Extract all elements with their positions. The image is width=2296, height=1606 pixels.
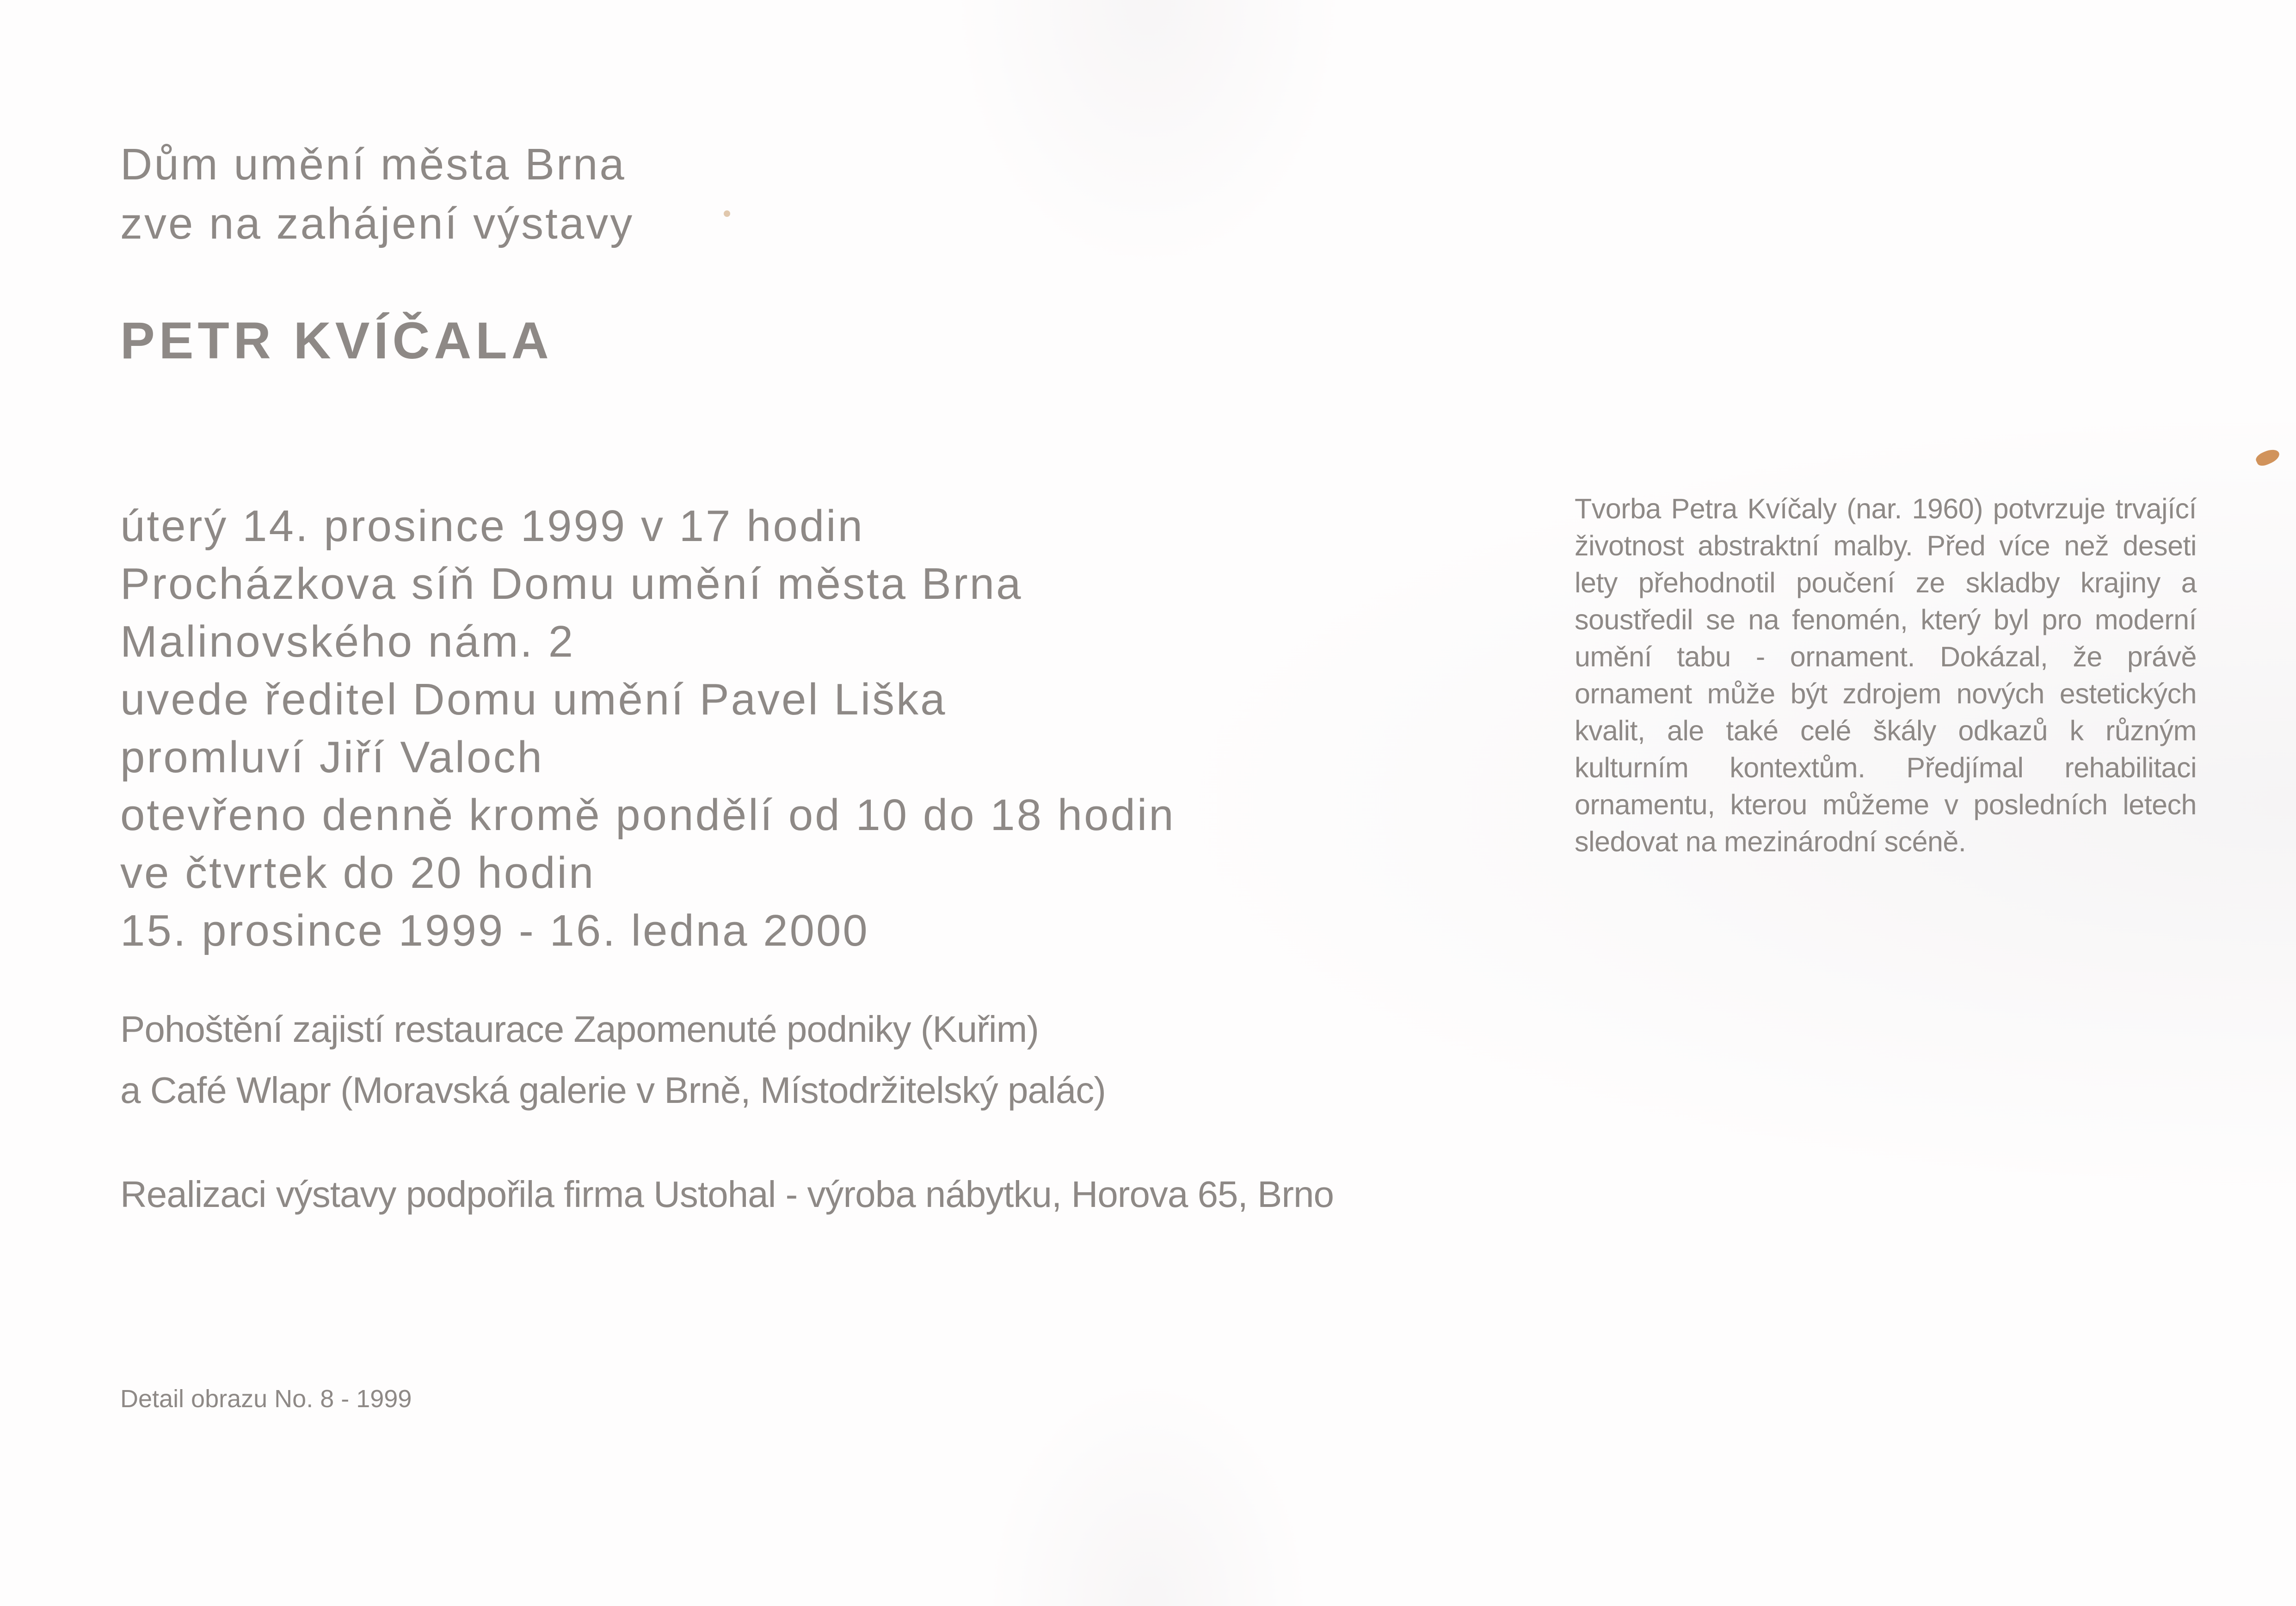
exhibition-dates: 15. prosince 1999 - 16. ledna 2000 <box>120 906 869 955</box>
event-details <box>120 497 1176 960</box>
intro-heading <box>120 135 634 253</box>
image-caption: Detail obrazu No. 8 - 1999 <box>120 1385 412 1413</box>
thursday-hours: ve čtvrtek do 20 hodin <box>120 848 596 898</box>
event-venue: Procházkova síň Domu umění města Brna <box>120 559 1023 609</box>
intro-line: zve na zahájení výstavy <box>120 199 634 248</box>
sponsor-note: Realizaci výstavy podpořila firma Ustohal - výroba nábytku, Horova 65, Brno <box>120 1174 1334 1215</box>
catering-line: Pohoštění zajistí restaurace Zapomenuté podniky (Kuřim) <box>120 1009 1039 1050</box>
artist-bio: Tvorba Petra Kvíčaly (nar. 1960) potvrzuje trvající životnost abstraktní malby. Před více než deseti lety přehodnotil poučení ze skladby krajiny a soustředil se na fenomén, který byl pro moderní umění tabu - ornament. Dokázal, že právě ornament může být zdrojem nových estetických kvalit, ale také celé škály odkazů k různým kulturním kontextům. Předjímal rehabilitaci ornamentu, kterou můžeme v posledních letech sledovat na mezinárodní scéně. <box>1575 493 2197 857</box>
event-date: úterý 14. prosince 1999 v 17 hodin <box>120 501 864 551</box>
event-speaker: promluví Jiří Valoch <box>120 732 544 782</box>
event-introduction: uvede ředitel Domu umění Pavel Liška <box>120 675 947 724</box>
event-address: Malinovského nám. 2 <box>120 617 575 666</box>
catering-line: a Café Wlapr (Moravská galerie v Brně, Místodržitelský palác) <box>120 1070 1106 1111</box>
intro-line: Dům umění města Brna <box>120 140 626 189</box>
opening-hours: otevřeno denně kromě pondělí od 10 do 18 hodin <box>120 790 1176 840</box>
paper-speck <box>724 210 730 217</box>
catering-note <box>120 999 1106 1121</box>
artist-name: PETR KVÍČALA <box>120 312 553 369</box>
